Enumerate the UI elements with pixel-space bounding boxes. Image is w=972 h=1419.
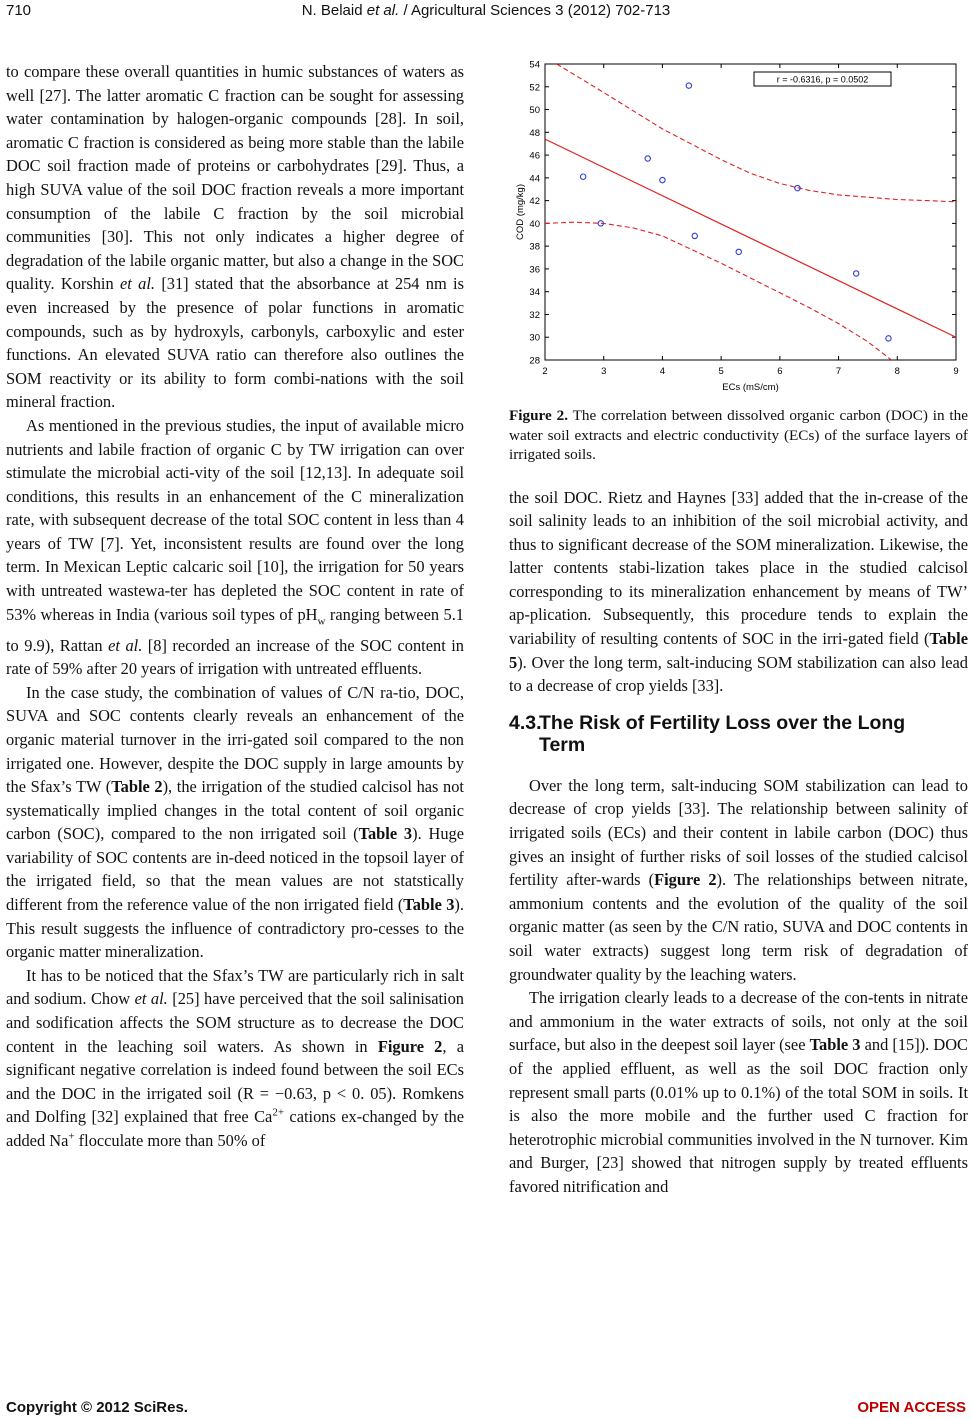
figure-2 (509, 56, 968, 400)
paragraph: In the case study, the combination of values of C/N ra-tio, DOC, SUVA and SOC contents clearly reveals an enhancement of the organic material turnover in the irri-gated soil compared to the non irrigated one. However, despite the DOC supply in large amounts by the Sfax’s TW (Table 2), the irrigation of the studied calcisol has not systematically implied changes in the total content of soil organic carbon (SOC), compared to the non irrigated soil (Table 3). Huge variability of SOC contents are in-deed noticed in the topsoil layer of the irrigated field, so that the mean values are not statstically different from the reference value of the non irrigated field (Table 3). This result suggests the influence of contradictory pro-cesses to the organic matter mineralization. (6, 682, 465, 962)
open-access-label[interactable]: OPEN ACCESS (857, 1399, 966, 1416)
y-tick-label: 50 (529, 105, 540, 117)
table-ref[interactable]: Table 3 (358, 824, 413, 844)
section-heading: 4.3.The Risk of Fertility Loss over the Long Term (509, 711, 906, 756)
x-tick-label: 8 (894, 366, 900, 377)
x-axis-label: ECs (mS/cm) (722, 382, 779, 393)
y-axis-label: COD (mg/kg) (515, 184, 526, 240)
y-tick-label: 46 (529, 150, 540, 162)
paragraph: the soil DOC. Rietz and Haynes [33] added that the in-crease of the soil salinity leads to an inhibition of the soil microbial activity, and thus to significant decrease of the SOM mineralization. Likewise, the latter contents stabi-lization takes place in the studied calcisol corresponding to its mineralization enhancement by means of TW’ ap-plication. Subsequently, this procedure tends to explain the variability of resulting contents of SOC in the irri-gated field (Table 5). Over the long term, salt-inducing SOM stabilization can also lead to a decrease of crop yields [33]. (509, 487, 968, 696)
paragraph: Over the long term, salt-inducing SOM stabilization can lead to decrease of crop yields [33]. The relationship between salinity of irrigated soils (ECs) and their content in labile carbon (DOC) thus gives an insight of further risks of soil losses of the studied calcisol fertility after-wards (Figure 2). The relationships between nitrate, ammonium contents and the evolution of the quality of the soil organic matter (as seen by the C/N ratio, SUVA and DOC contents in soil water extracts) suggest long term risk of degradation of groundwater quality by the leaching waters. (509, 775, 968, 984)
running-header (0, 2, 972, 28)
table-ref[interactable]: Table 3 (809, 1035, 861, 1055)
x-tick-label: 3 (601, 366, 607, 377)
table-ref[interactable]: Table 5 (509, 629, 968, 672)
x-tick-label: 2 (542, 366, 548, 377)
y-tick-label: 30 (529, 332, 540, 344)
scatter-chart (509, 56, 968, 400)
y-tick-label: 40 (529, 218, 540, 230)
right-column (509, 56, 968, 1199)
y-tick-label: 32 (529, 309, 540, 321)
y-tick-label: 52 (529, 82, 540, 94)
y-tick-label: 44 (529, 173, 540, 185)
correlation-annotation: r = -0.6316, p = 0.0502 (776, 74, 869, 85)
figure-caption: Figure 2. The correlation between dissolved organic carbon (DOC) in the water soil extracts and electric conductivity (ECs) of the surface layers of irrigated soils. (509, 407, 968, 463)
paragraph: to compare these overall quantities in humic substances of waters as well [27]. The latter aromatic C fraction can be sought for assessing water contamination by halogen-organic compounds [28]. In soil, aromatic C fraction is considered as being more stable than the labile DOC soil fraction made of proteins or carbohydrates [29]. Thus, a high SUVA value of the soil DOC fraction reveals a more important consumption of the labile C fraction by the soil microbial communities [30]. This not only indicates a higher degree of degradation of the labile organic matter, but also a change in the SOC quality. Korshin et al. [31] stated that the absorbance at 254 nm is even increased by the presence of polar functions in aromatic compounds, such as by hydroxyls, carbonyls, carboxylic and ester functions. An elevated SUVA ratio can therefore also outlines the SOM reactivity or its ability to form combi-nations with the soil mineral fraction. (6, 62, 464, 412)
y-tick-label: 48 (529, 127, 540, 139)
x-tick-label: 7 (835, 366, 842, 377)
paragraph: It has to be noticed that the Sfax’s TW are particularly rich in salt and sodium. Chow et al. [25] have perceived that the soil salinisation and sodification affects the SOM structure as to decrease the DOC content in the leaching soil waters. As shown in Figure 2, a significant negative correlation is indeed found between the soil ECs and the DOC in the irrigated soil (R = −0.63, p < 0. 05). Romkens and Dolfing [32] explained that free $Ca^{2+}$ cations ex-changed by the added Na+ flocculate more than 50% of (6, 965, 465, 1150)
y-tick-label: 34 (529, 287, 540, 299)
figure-ref[interactable]: Figure 2 (654, 870, 717, 890)
y-tick-label: 28 (529, 355, 540, 367)
x-tick-label: 6 (777, 366, 783, 377)
y-tick-label: 54 (529, 59, 540, 71)
table-ref[interactable]: Table 3 (403, 895, 455, 915)
x-tick-label: 5 (718, 366, 724, 377)
y-tick-label: 38 (529, 241, 540, 253)
x-tick-label: 4 (659, 366, 666, 377)
y-tick-label: 42 (529, 196, 540, 208)
x-tick-label: 9 (953, 366, 959, 377)
copyright-notice: Copyright © 2012 SciRes. (6, 1399, 188, 1416)
figure-ref[interactable]: Figure 2 (377, 1036, 443, 1056)
y-tick-label: 36 (529, 264, 540, 276)
plot-frame (545, 64, 956, 360)
page-number: 710 (6, 2, 32, 19)
paragraph: The irrigation clearly leads to a decrease of the con-tents in nitrate and ammonium in the water extracts of soils, not only at the soil surface, but also in the deepest soil layer (see Table 3 and [15]). DOC of the applied effluent, as well as the soil DOC fraction only represent small parts (0.01% up to 0.1%) of the total SOM in soils. It is also the more mobile and the further used C fraction for heterotrophic microbial communities involved in the N turnover. Kim and Burger, [23] showed that nitrogen supply by treated effluents favored nitrification and (509, 988, 968, 1196)
table-ref[interactable]: Table 2 (111, 777, 163, 797)
left-column (6, 60, 464, 1153)
running-head: N. Belaid et al. / Agricultural Sciences 3 (2012) 702-713 (301, 2, 671, 19)
paragraph: As mentioned in the previous studies, the input of available micro nutrients and labile fraction of organic C by TW irrigation can over stimulate the microbial acti-vity of the soil [12,13]. In adequate soil conditions, this results in an enhancement of the C mineralization rate, with subsequent decrease of the total SOC content in less than 4 years of TW [7]. Yet, inconsistent results are found over the long term. In Mexican Leptic calcaric soil [10], the irrigation for 50 years with untreated wastewa-ter has depleted the SOC content in rate of 53% whereas in India (various soil types of $pH_w$ ranging between 5.1 to 9.9), Rattan et al. [8] recorded an increase of the SOC content in rate of 59% after 20 years of irrigation with untreated effluents. (6, 415, 465, 679)
